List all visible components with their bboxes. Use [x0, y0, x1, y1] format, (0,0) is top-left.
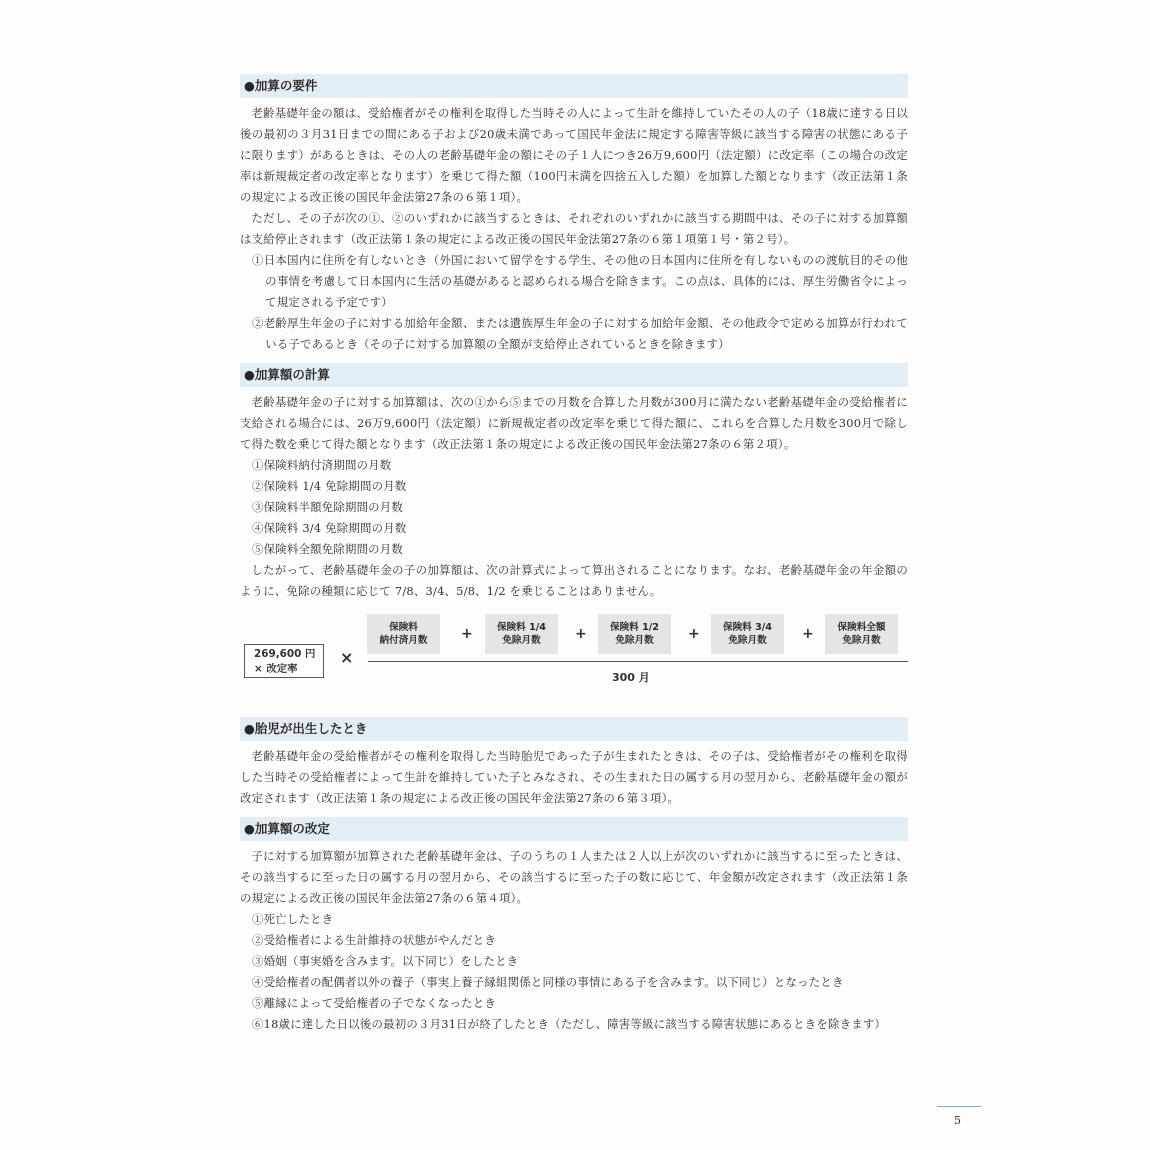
- paragraph: 子に対する加算額が加算された老齢基礎年金は、子のうちの１人または２人以上が次のいずれかに該当するに至ったときは、その該当するに至った日の属する月の翌月から、その該当するに至った子の数に応じて、年金額が改定されます（改正法第１条の規定による改正後の国民年金法第27条の６第４項）。: [240, 849, 908, 905]
- formula-term: [598, 614, 671, 654]
- list-item: ⑤保険料全額免除期間の月数: [252, 542, 404, 556]
- paragraph: ただし、その子が次の①、②のいずれかに該当するときは、それぞれのいずれかに該当する期間中は、その子に対する加算額は支給停止されます（改正法第１条の規定による改正後の国民年金法第27条の６第１項第１号・第２号）。: [240, 211, 908, 246]
- formula-term-line2: 免除月数: [728, 635, 767, 646]
- list-item: ⑥18歳に達した日以後の最初の３月31日が終了したとき（ただし、障害等級に該当する障害状態にあるときを除きます）: [252, 1017, 887, 1031]
- plus-sign: +: [575, 626, 587, 642]
- formula-term-line1: 保険料: [389, 622, 418, 633]
- formula-term: [367, 614, 440, 654]
- list-item: ③婚姻（事実婚を含みます。以下同じ）をしたとき: [252, 954, 519, 968]
- calculation-formula: [240, 614, 908, 709]
- list-item: ①保険料納付済期間の月数: [252, 458, 392, 472]
- list-item: ①日本国内に住所を有しないとき（外国において留学をする学生、その他の日本国内に住所を有しないものの渡航目的その他の事情を考慮して日本国内に生活の基礎があると認められる場合を除きます。この点は、具体的には、厚生労働省令によって規定される予定です）: [252, 253, 908, 309]
- page-content: [240, 74, 908, 1035]
- paragraph: 老齢基礎年金の受給権者がその権利を取得した当時胎児であった子が生まれたときは、その子は、受給権者がその権利を取得した当時その受給権者によって生計を維持していた子とみなされ、その生まれた日の属する月の翌月から、老齢基礎年金の額が改定されます（改正法第１条の規定による改正後の国民年金法第27条の６第３項）。: [240, 749, 908, 805]
- formula-base-amount: [244, 644, 324, 678]
- list-item: ②保険料 1/4 免除期間の月数: [252, 479, 407, 493]
- list-item: ④受給権者の配偶者以外の養子（事実上養子縁組関係と同様の事情にある子を含みます。以下同じ）となったとき: [252, 975, 844, 989]
- section-heading-fetus-birth: ●胎児が出生したとき: [240, 717, 908, 741]
- plus-sign: +: [461, 626, 473, 642]
- formula-term-line2: 納付済月数: [379, 635, 428, 646]
- list-item: ②受給権者による生計維持の状態がやんだとき: [252, 933, 496, 947]
- page-number: 5: [954, 1114, 961, 1127]
- plus-sign: +: [802, 626, 814, 642]
- formula-term-line1: 保険料 1/2: [610, 622, 659, 633]
- section-heading-revision: ●加算額の改定: [240, 817, 908, 841]
- formula-term: [825, 614, 898, 654]
- list-item: ⑤離縁によって受給権者の子でなくなったとき: [252, 996, 496, 1010]
- formula-term: [485, 614, 558, 654]
- page-number-rule: [937, 1106, 981, 1107]
- formula-numerator: [367, 614, 908, 654]
- section-heading-calculation: ●加算額の計算: [240, 363, 908, 387]
- formula-term-line2: 免除月数: [615, 635, 654, 646]
- paragraph: 老齢基礎年金の子に対する加算額は、次の①から⑤までの月数を合算した月数が300月に満たない老齢基礎年金の受給権者に支給される場合には、26万9,600円（法定額）に新規裁定者の改定率を乗じて得た額に、これらを合算した月数を300月で除して得た数を乗じて得た額となります（改正法第１条の規定による改正後の国民年金法第27条の６第２項）。: [240, 395, 908, 451]
- formula-term-line2: 免除月数: [502, 635, 541, 646]
- formula-term-line1: 保険料全額: [837, 622, 886, 633]
- list-item: ①死亡したとき: [252, 912, 334, 926]
- list-item: ③保険料半額免除期間の月数: [252, 500, 404, 514]
- formula-term-line1: 保険料 3/4: [723, 622, 772, 633]
- fraction-bar: [368, 661, 908, 662]
- plus-sign: +: [688, 626, 700, 642]
- paragraph: 老齢基礎年金の額は、受給権者がその権利を取得した当時その人によって生計を維持していたその人の子（18歳に達する日以後の最初の３月31日までの間にある子および20歳未満であって国民年金法に規定する障害等級に該当する障害の状態にある子に限ります）があるときは、その人の老齢基礎年金の額にその子１人につき26万9,600円（法定額）に改定率（この場合の改定率は新規裁定者の改定率となります）を乗じて得た額（100円未満を四捨五入した額）を加算した額となります（改正法第１条の規定による改正後の国民年金法第27条の６第１項）。: [240, 106, 908, 204]
- formula-term-line2: 免除月数: [842, 635, 881, 646]
- list-item: ④保険料 3/4 免除期間の月数: [252, 521, 407, 535]
- list-item: ②老齢厚生年金の子に対する加給年金額、または遺族厚生年金の子に対する加給年金額、その他政令で定める加算が行われている子であるとき（その子に対する加算額の全額が支給停止されているときを除きます）: [252, 316, 908, 351]
- formula-denominator: 300 月: [612, 671, 650, 684]
- formula-base-line2: × 改定率: [254, 663, 298, 675]
- section-heading-requirements: ●加算の要件: [240, 74, 908, 98]
- formula-base-line1: 269,600 円: [254, 648, 316, 660]
- multiply-sign: ×: [340, 648, 354, 667]
- formula-term: [711, 614, 784, 654]
- formula-term-line1: 保険料 1/4: [497, 622, 546, 633]
- paragraph: したがって、老齢基礎年金の子の加算額は、次の計算式によって算出されることになります。なお、老齢基礎年金の年金額のように、免除の種類に応じて 7/8、3/4、5/8、1/2 を乗じることはありません。: [240, 563, 908, 598]
